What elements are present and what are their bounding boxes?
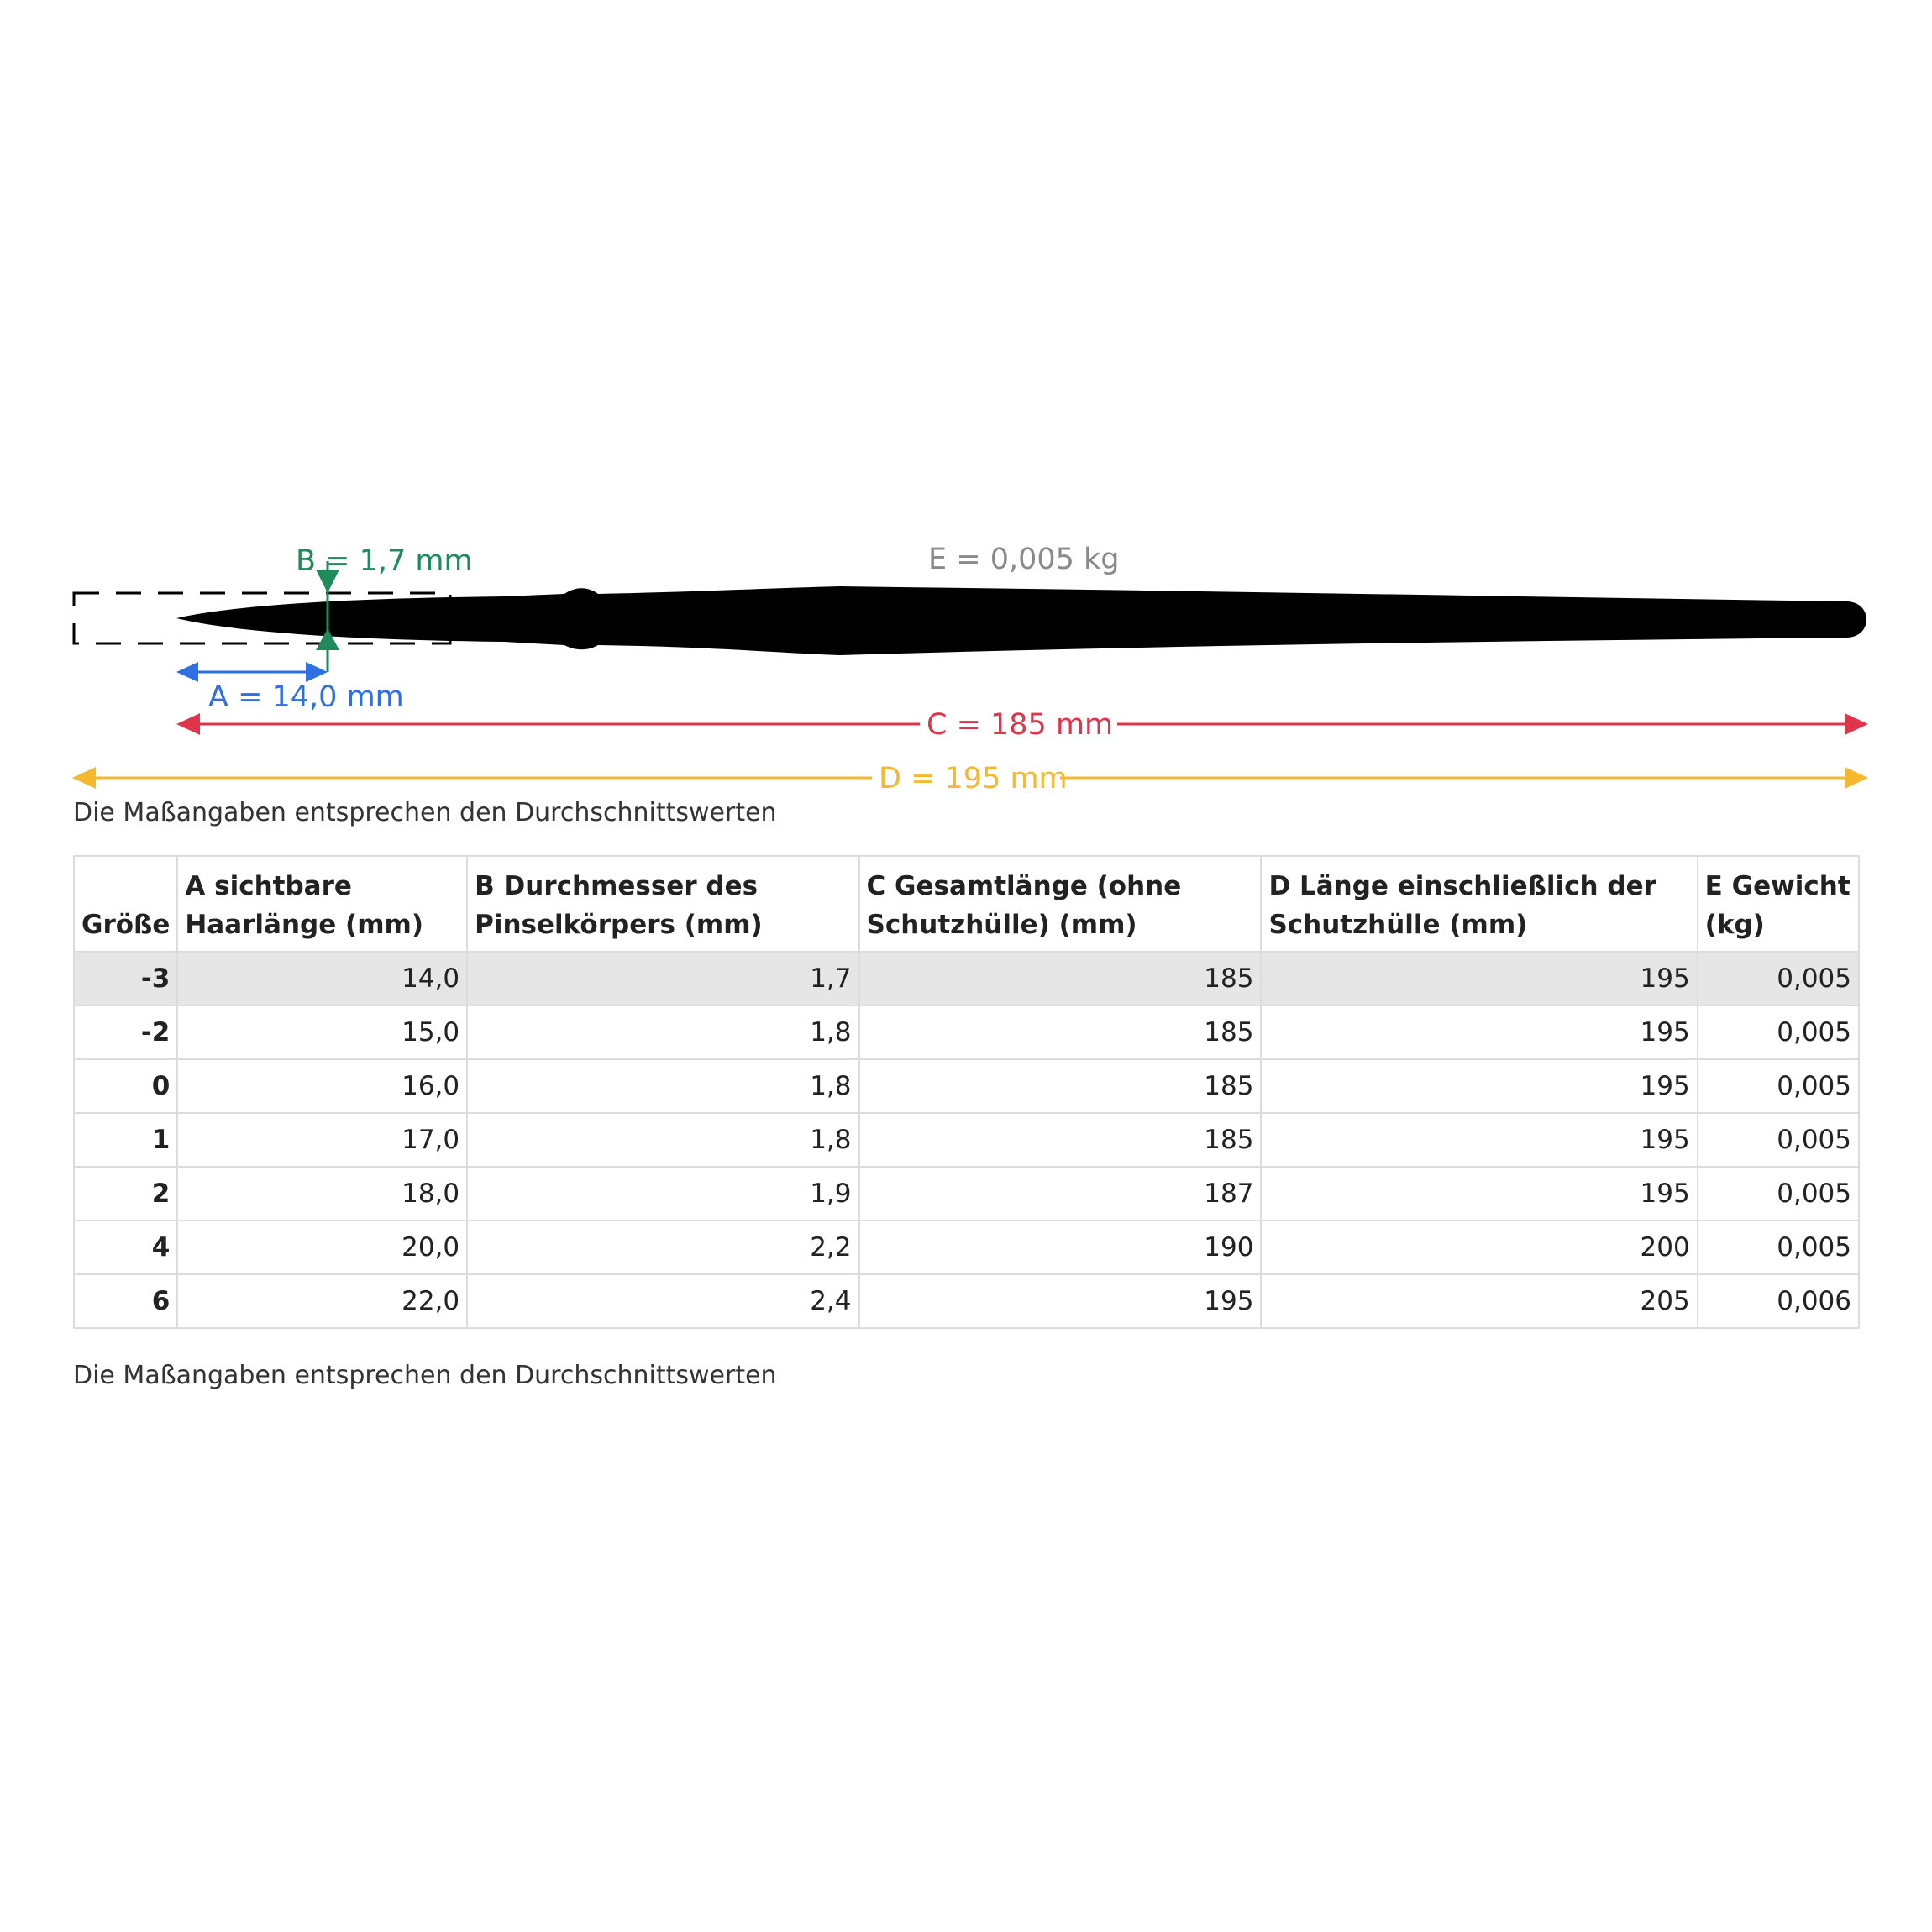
cell-c: 185 bbox=[859, 1113, 1262, 1167]
header-a-hair-length: A sichtbare Haarlänge (mm) bbox=[177, 856, 467, 952]
cell-d: 205 bbox=[1261, 1274, 1697, 1328]
cell-a: 17,0 bbox=[177, 1113, 467, 1167]
caption-average-values-bottom: Die Maßangaben entsprechen den Durchschnittswerten bbox=[73, 1361, 777, 1390]
cell-c: 190 bbox=[859, 1221, 1262, 1274]
cell-size: 0 bbox=[74, 1059, 177, 1113]
cell-a: 16,0 bbox=[177, 1059, 467, 1113]
dimension-a-label: A = 14,0 mm bbox=[208, 680, 404, 714]
cell-b: 1,7 bbox=[467, 952, 858, 1005]
cell-size: -3 bbox=[74, 952, 177, 1005]
header-e-weight: E Gewicht (kg) bbox=[1698, 856, 1859, 952]
dimension-e-label: E = 0,005 kg bbox=[928, 543, 1120, 576]
cell-c: 185 bbox=[859, 1005, 1262, 1059]
cell-e: 0,005 bbox=[1698, 1059, 1859, 1113]
cell-b: 2,4 bbox=[467, 1274, 858, 1328]
cell-e: 0,005 bbox=[1698, 1113, 1859, 1167]
cell-d: 195 bbox=[1261, 952, 1697, 1005]
cell-a: 20,0 bbox=[177, 1221, 467, 1274]
dimension-d bbox=[72, 762, 1868, 795]
header-size: Größe bbox=[74, 856, 177, 952]
cell-size: 1 bbox=[74, 1113, 177, 1167]
cell-d: 195 bbox=[1261, 1113, 1697, 1167]
cell-b: 1,8 bbox=[467, 1059, 858, 1113]
cell-e: 0,005 bbox=[1698, 1005, 1859, 1059]
cell-b: 1,8 bbox=[467, 1005, 858, 1059]
cell-size: -2 bbox=[74, 1005, 177, 1059]
dimension-a bbox=[176, 662, 404, 714]
table-row bbox=[74, 1005, 1859, 1059]
cell-size: 2 bbox=[74, 1167, 177, 1221]
cell-size: 4 bbox=[74, 1221, 177, 1274]
table-row bbox=[74, 1059, 1859, 1113]
cell-c: 187 bbox=[859, 1167, 1262, 1221]
cell-a: 14,0 bbox=[177, 952, 467, 1005]
cell-c: 185 bbox=[859, 1059, 1262, 1113]
cell-b: 2,2 bbox=[467, 1221, 858, 1274]
table-row bbox=[74, 952, 1859, 1005]
cell-d: 200 bbox=[1261, 1221, 1697, 1274]
brush-dimension-diagram bbox=[0, 0, 1932, 840]
dimension-b-label: B = 1,7 mm bbox=[296, 544, 473, 578]
dimension-d-label: D = 195 mm bbox=[879, 762, 1068, 795]
table-row bbox=[74, 1274, 1859, 1328]
dimension-c-label: C = 185 mm bbox=[927, 708, 1114, 742]
dimension-c bbox=[176, 708, 1868, 742]
cell-d: 195 bbox=[1261, 1059, 1697, 1113]
size-table bbox=[73, 855, 1860, 1329]
cell-a: 18,0 bbox=[177, 1167, 467, 1221]
cell-a: 15,0 bbox=[177, 1005, 467, 1059]
cell-a: 22,0 bbox=[177, 1274, 467, 1328]
table-row bbox=[74, 1167, 1859, 1221]
cell-b: 1,8 bbox=[467, 1113, 858, 1167]
table-row bbox=[74, 1113, 1859, 1167]
brush-silhouette bbox=[176, 586, 1866, 655]
caption-average-values: Die Maßangaben entsprechen den Durchschnittswerten bbox=[73, 798, 777, 827]
header-b-diameter: B Durchmesser des Pinselkörpers (mm) bbox=[467, 856, 858, 952]
cell-b: 1,9 bbox=[467, 1167, 858, 1221]
cell-e: 0,005 bbox=[1698, 1221, 1859, 1274]
cell-size: 6 bbox=[74, 1274, 177, 1328]
table-header-row bbox=[74, 856, 1859, 952]
cell-e: 0,005 bbox=[1698, 1167, 1859, 1221]
cell-d: 195 bbox=[1261, 1005, 1697, 1059]
cell-d: 195 bbox=[1261, 1167, 1697, 1221]
table-row bbox=[74, 1221, 1859, 1274]
header-d-length-with-cap: D Länge einschließlich der Schutzhülle (mm) bbox=[1261, 856, 1697, 952]
cell-c: 185 bbox=[859, 952, 1262, 1005]
cell-c: 195 bbox=[859, 1274, 1262, 1328]
cell-e: 0,005 bbox=[1698, 952, 1859, 1005]
cell-e: 0,006 bbox=[1698, 1274, 1859, 1328]
header-c-total-length: C Gesamtlänge (ohne Schutzhülle) (mm) bbox=[859, 856, 1262, 952]
